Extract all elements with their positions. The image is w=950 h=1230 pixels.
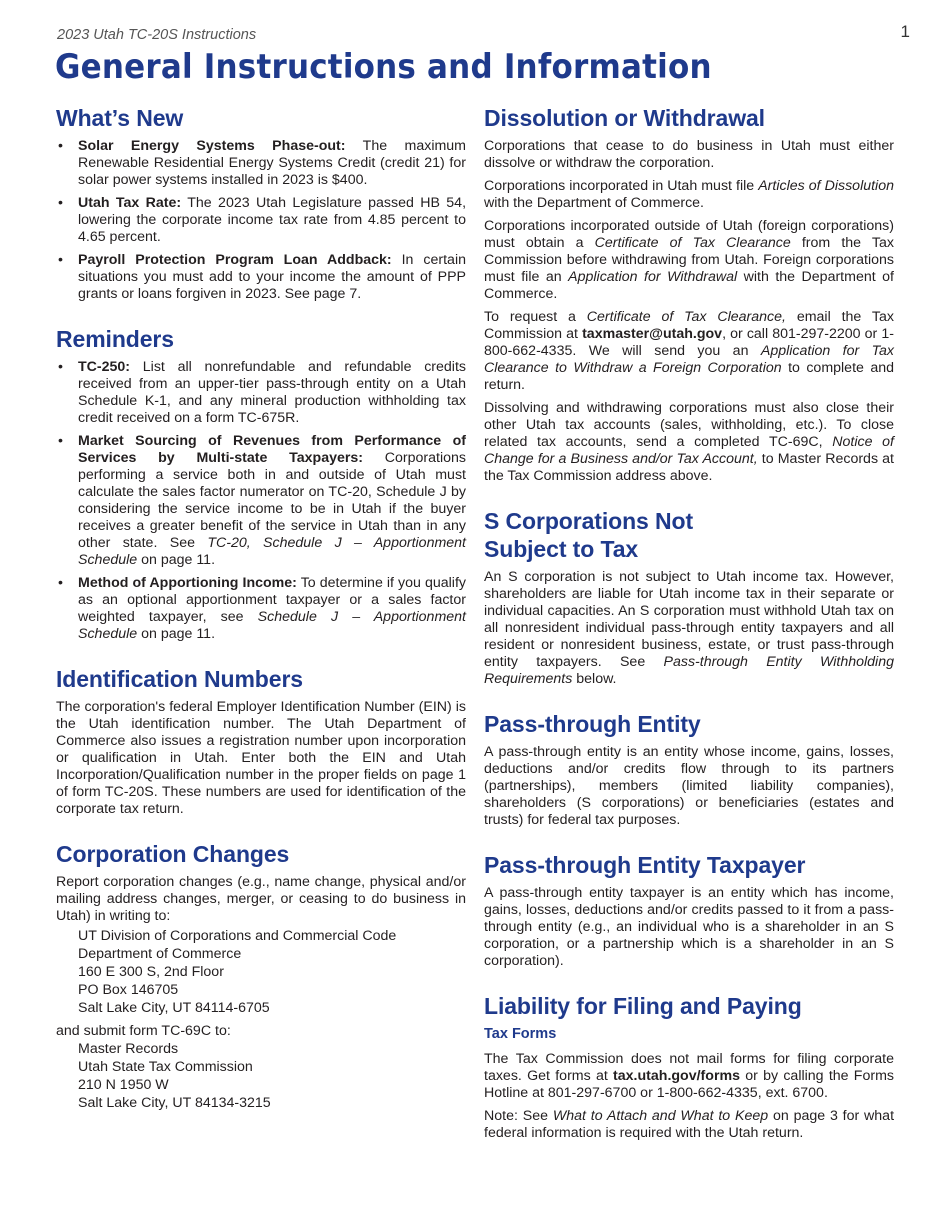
email-link[interactable]: taxmaster@utah.gov bbox=[582, 326, 723, 342]
identification-section bbox=[56, 665, 466, 818]
reminders-heading: Reminders bbox=[56, 326, 174, 352]
list-item: • Method of Apportioning Income: To determine if you qualify as an optional apportionment taxpayer or a sales factor weighted taxpayer, see Schedule J – Apportionment Schedule on page 11. bbox=[58, 575, 466, 642]
pte-heading: Pass-through Entity bbox=[484, 711, 701, 737]
liability-section bbox=[484, 992, 894, 1142]
bullet-icon: • bbox=[58, 252, 63, 268]
running-head: 2023 Utah TC-20S Instructions bbox=[57, 27, 257, 43]
forms-link[interactable]: tax.utah.gov/forms bbox=[613, 1068, 740, 1084]
s-corp-section bbox=[484, 507, 894, 688]
dissolution-p5: Dissolving and withdrawing corporations must also close their other Utah tax accounts (sales, withholding, etc.). To close related tax accounts, send a completed TC-69C, Notice of Change for a Business and/or Tax Account, to Master Records at the Tax Commission address above. bbox=[484, 400, 894, 484]
bullet-icon: • bbox=[58, 433, 63, 449]
pte-section bbox=[484, 710, 894, 829]
s-corp-text: An S corporation is not subject to Utah income tax. However, shareholders are liable for Utah income tax in their separate or individual capacities. An S corporation must withhold Utah tax on all nonresident individual pass-through entity taxpayers and all resident or nonresident business, estate, or trust pass-through entity taxpayers. See Pass-through Entity Withholding Requirements below. bbox=[484, 569, 894, 687]
liability-p2: Note: See What to Attach and What to Keep on page 3 for what federal information is required with the Utah return. bbox=[484, 1108, 895, 1141]
whats-new-list bbox=[56, 138, 466, 303]
list-item: • Market Sourcing of Revenues from Performance of Services by Multi-state Taxpayers: Corporations performing a service both in and outside of Utah must calculate the sales factor numerator on TC-20, Schedule J by considering the service income to be in Utah if the buyer receives a greater benefit of the service in Utah than in any other state. See TC-20, Schedule J – Apportionment Schedule on page 11. bbox=[58, 433, 466, 568]
liability-p1: The Tax Commission does not mail forms for filing corporate taxes. Get forms at tax.utah.gov/forms or by calling the Forms Hotline at 801-297-6700 or 1-800-662-4335, ext. 6700. bbox=[484, 1051, 894, 1101]
list-item: • Utah Tax Rate: The 2023 Utah Legislature passed HB 54, lowering the corporate income tax rate from 4.85 percent to 4.65 percent. bbox=[58, 195, 467, 245]
pte-taxpayer-text: A pass-through entity taxpayer is an entity which has income, gains, losses, deductions and/or credits passed to it from a pass-through entity (e.g., an individual who is a shareholder in an S corporation, or a partnership which is a shareholder in an S corporation). bbox=[484, 885, 894, 969]
identification-text: The corporation's federal Employer Identification Number (EIN) is the Utah identification number. The Utah Department of Commerce also issues a registration number upon incorporation or qualification in Utah. Enter both the EIN and Utah Incorporation/Qualification number in the proper fields on page 1 of form TC-20S. These numbers are used for identification of the corporate tax return. bbox=[56, 699, 466, 817]
dissolution-section bbox=[484, 104, 894, 485]
identification-heading: Identification Numbers bbox=[56, 666, 303, 692]
corporation-changes-intro: Report corporation changes (e.g., name change, physical and/or mailing address changes, merger, or ceasing to do business in Utah) in writing to: bbox=[56, 874, 466, 924]
dissolution-p3: Corporations incorporated outside of Utah (foreign corporations) must obtain a Certificate of Tax Clearance from the Tax Commission before withdrawing from Utah. Foreign corporations must file an Application for Withdrawal with the Department of Commerce. bbox=[484, 218, 895, 302]
liability-heading: Liability for Filing and Paying bbox=[484, 993, 802, 1019]
tax-forms-subheading: Tax Forms bbox=[484, 1026, 557, 1042]
corporation-changes-section bbox=[56, 840, 466, 1112]
pte-taxpayer-heading: Pass-through Entity Taxpayer bbox=[484, 852, 806, 878]
dissolution-p1: Corporations that cease to do business in Utah must either dissolve or withdraw the corporation. bbox=[484, 138, 894, 171]
list-item: • Payroll Protection Program Loan Addback: In certain situations you must add to your income the amount of PPP grants or loans forgiven in 2023. See page 7. bbox=[58, 252, 466, 302]
bullet-icon: • bbox=[58, 575, 63, 591]
commerce-address: UT Division of Corporations and Commercial Code Department of Commerce 160 E 300 S, 2nd Floor PO Box 146705 Salt Lake City, UT 84114-6705 bbox=[78, 928, 397, 1016]
list-item: • TC-250: List all nonrefundable and refundable credits received from an upper-tier pass-through entity on a Utah Schedule K-1, and any mineral production withholding tax credit received on a form TC-675R. bbox=[58, 359, 466, 426]
corporation-changes-mid: and submit form TC-69C to: bbox=[56, 1023, 231, 1039]
corporation-changes-heading: Corporation Changes bbox=[56, 841, 290, 867]
dissolution-p2: Corporations incorporated in Utah must file Articles of Dissolution with the Department of Commerce. bbox=[484, 178, 894, 211]
page-number: 1 bbox=[900, 22, 910, 41]
page-title: General Instructions and Information bbox=[55, 48, 712, 87]
pte-taxpayer-section bbox=[484, 851, 894, 970]
right-column bbox=[484, 104, 894, 1164]
reminders-section bbox=[56, 325, 466, 643]
dissolution-heading: Dissolution or Withdrawal bbox=[484, 105, 765, 131]
master-records-address: Master Records Utah State Tax Commission 210 N 1950 W Salt Lake City, UT 84134-3215 bbox=[78, 1041, 271, 1111]
s-corp-heading: S Corporations Not Subject to Tax bbox=[484, 508, 694, 562]
pte-text: A pass-through entity is an entity whose income, gains, losses, deductions and/or credits flow through to its partners (partnerships), members (limited liability companies), shareholders (S corporations) or beneficiaries (estates and trusts) for federal tax purposes. bbox=[484, 744, 894, 828]
bullet-icon: • bbox=[58, 138, 63, 154]
left-column bbox=[56, 104, 466, 1134]
reminders-list bbox=[56, 359, 466, 643]
bullet-icon: • bbox=[58, 195, 63, 211]
bullet-icon: • bbox=[58, 359, 63, 375]
list-item: • Solar Energy Systems Phase-out: The maximum Renewable Residential Energy Systems Credit (credit 21) for solar power systems installed in 2023 is $400. bbox=[58, 138, 466, 188]
dissolution-p4: To request a Certificate of Tax Clearance, email the Tax Commission at taxmaster@utah.gov, or call 801-297-2200 or 1-800-662-4335. We will send you an Application for Tax Clearance to Withdraw a Foreign Corporation to complete and return. bbox=[484, 309, 894, 393]
whats-new-heading: What’s New bbox=[56, 105, 184, 131]
whats-new-section bbox=[56, 104, 466, 303]
